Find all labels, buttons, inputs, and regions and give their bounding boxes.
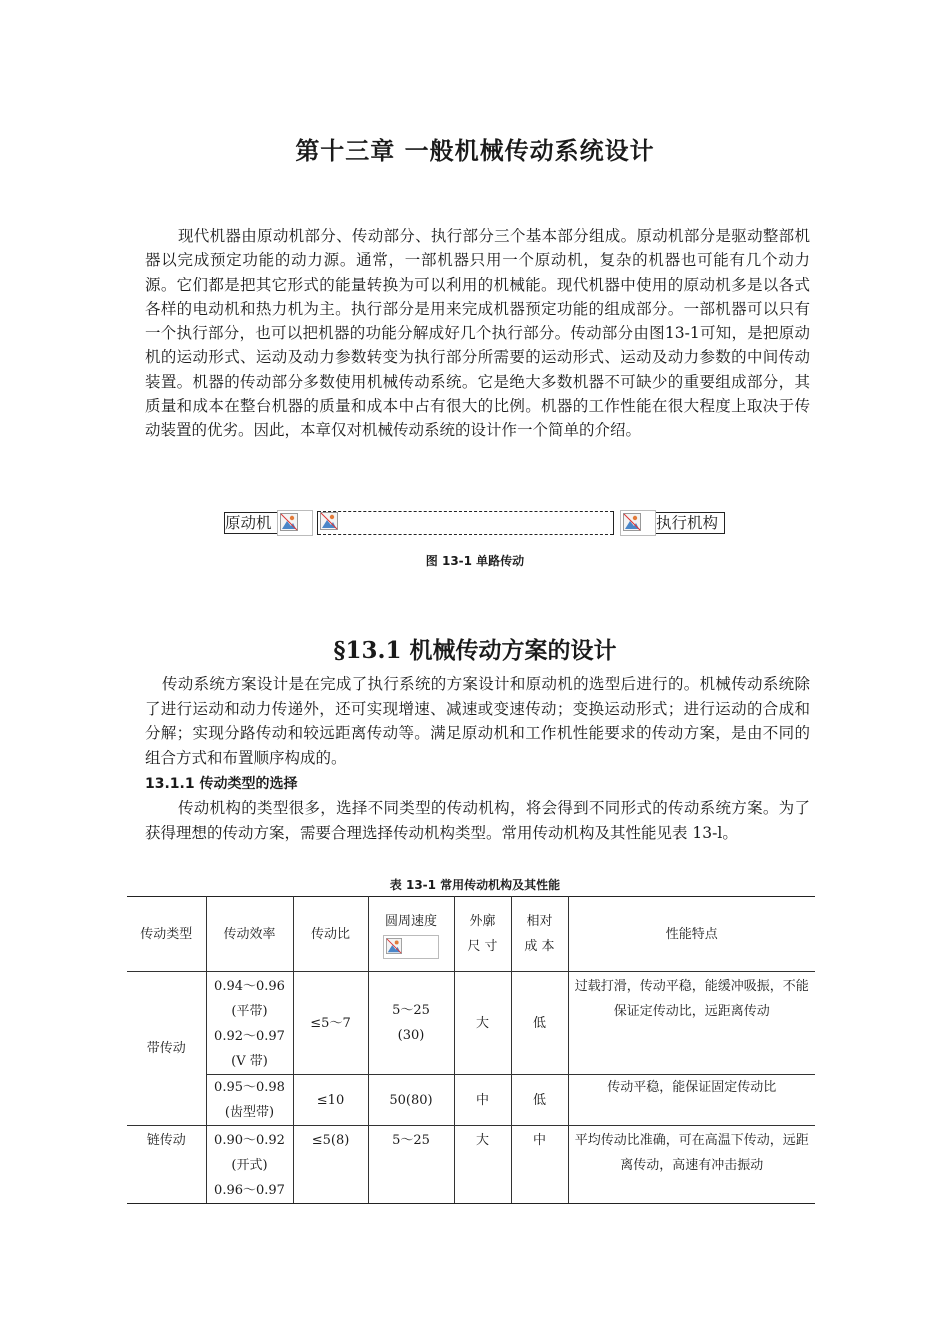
transmission-performance-table (127, 896, 815, 1204)
cell-belt-size: 大 (454, 972, 511, 1075)
cell-chain-efficiency: 0.90～0.92 (开式) 0.96～0.97 (206, 1126, 293, 1204)
header-type: 传动类型 (127, 897, 206, 972)
cell-toothed-belt-speed: 50(80) (368, 1075, 454, 1126)
table-row (127, 1075, 815, 1126)
header-size: 外廓 尺 寸 (454, 897, 511, 972)
cell-chain-features: 平均传动比准确，可在高温下传动，远距离传动，高速有冲击振动 (568, 1126, 815, 1204)
table-row (127, 1126, 815, 1204)
cell-belt-features: 过载打滑，传动平稳，能缓冲吸振，不能保证定传动比，远距离传动 (568, 972, 815, 1075)
subsection-title: 13.1.1 传动类型的选择 (145, 776, 298, 792)
figure-label-prime-mover: 原动机 (224, 512, 277, 534)
cell-chain-ratio: ≤5(8) (293, 1126, 368, 1204)
header-ratio: 传动比 (293, 897, 368, 972)
intro-paragraph: 现代机器由原动机部分、传动部分、执行部分三个基本部分组成。原动机部分是驱动整部机器以完成预定功能的动力源。通常，一部机器只用一个原动机，复杂的机器也可能有几个动力源。它们都是把其它形式的能量转换为可以利用的机械能。现代机器中使用的原动机多是以各式各样的电动机和热力机为主。执行部分是用来完成机器预定功能的组成部分。一部机器可以只有一个执行部分，也可以把机器的功能分解成好几个执行部分。传动部分由图13-1可知，是把原动机的运动形式、运动及动力参数转变为执行部分所需要的运动形式、运动及动力参数的中间传动装置。机器的传动部分多数使用机械传动系统。它是绝大多数机器不可缺少的重要组成部分，其质量和成本在整台机器的质量和成本中占有很大的比例。机器的工作性能在很大程度上取决于传动装置的优劣。因此，本章仅对机械传动系统的设计作一个简单的介绍。 (145, 227, 810, 440)
header-cost: 相对 成 本 (511, 897, 568, 972)
broken-image-icon (620, 510, 656, 536)
cell-chain-speed: 5～25 (368, 1126, 454, 1204)
table-header-row (127, 897, 815, 972)
table-row (127, 972, 815, 1075)
cell-belt-efficiency: 0.94～0.96 (平带) 0.92～0.97 (V 带) (206, 972, 293, 1075)
cell-chain-size: 大 (454, 1126, 511, 1204)
header-features: 性能特点 (568, 897, 815, 972)
broken-image-icon (383, 935, 439, 959)
header-efficiency: 传动效率 (206, 897, 293, 972)
subsection-paragraph: 传动机构的类型很多，选择不同类型的传动机构，将会得到不同形式的传动系统方案。为了获得理想的传动方案，需要合理选择传动机构类型。常用传动机构及其性能见表 13-l。 (145, 799, 810, 842)
transmission-dashed-box (318, 511, 613, 535)
section-paragraph: 传动系统方案设计是在完成了执行系统的方案设计和原动机的选型后进行的。机械传动系统除了进行运动和动力传递外，还可实现增速、减速或变速传动；变换运动形式；进行运动的合成和分解；实现分路传动和较远距离传动等。满足原动机和工作机性能要求的传动方案，是由不同的组合方式和布置顺序构成的。 (145, 675, 810, 767)
cell-toothed-belt-features: 传动平稳，能保证固定传动比 (568, 1075, 815, 1126)
cell-belt-type: 带传动 (127, 972, 206, 1126)
cell-belt-ratio: ≤5～7 (293, 972, 368, 1075)
figure-caption: 图 13-1 单路传动 (425, 554, 525, 568)
figure-single-path-transmission (0, 508, 950, 538)
cell-belt-cost: 低 (511, 972, 568, 1075)
broken-image-icon (318, 510, 338, 534)
cell-chain-cost: 中 (511, 1126, 568, 1204)
broken-image-icon (277, 510, 313, 536)
cell-toothed-belt-size: 中 (454, 1075, 511, 1126)
table-caption: 表 13-1 常用传动机构及其性能 (389, 878, 561, 892)
cell-toothed-belt-ratio: ≤10 (293, 1075, 368, 1126)
cell-chain-type: 链传动 (127, 1126, 206, 1204)
chapter-title: 第十三章 一般机械传动系统设计 (295, 137, 655, 165)
cell-toothed-belt-cost: 低 (511, 1075, 568, 1126)
cell-belt-speed: 5～25 (30) (368, 972, 454, 1075)
cell-toothed-belt-efficiency: 0.95～0.98 (齿型带) (206, 1075, 293, 1126)
section-title: §13.1 机械传动方案的设计 (333, 637, 617, 664)
figure-label-actuator: 执行机构 (656, 512, 725, 534)
header-speed: 圆周速度 (368, 897, 454, 972)
